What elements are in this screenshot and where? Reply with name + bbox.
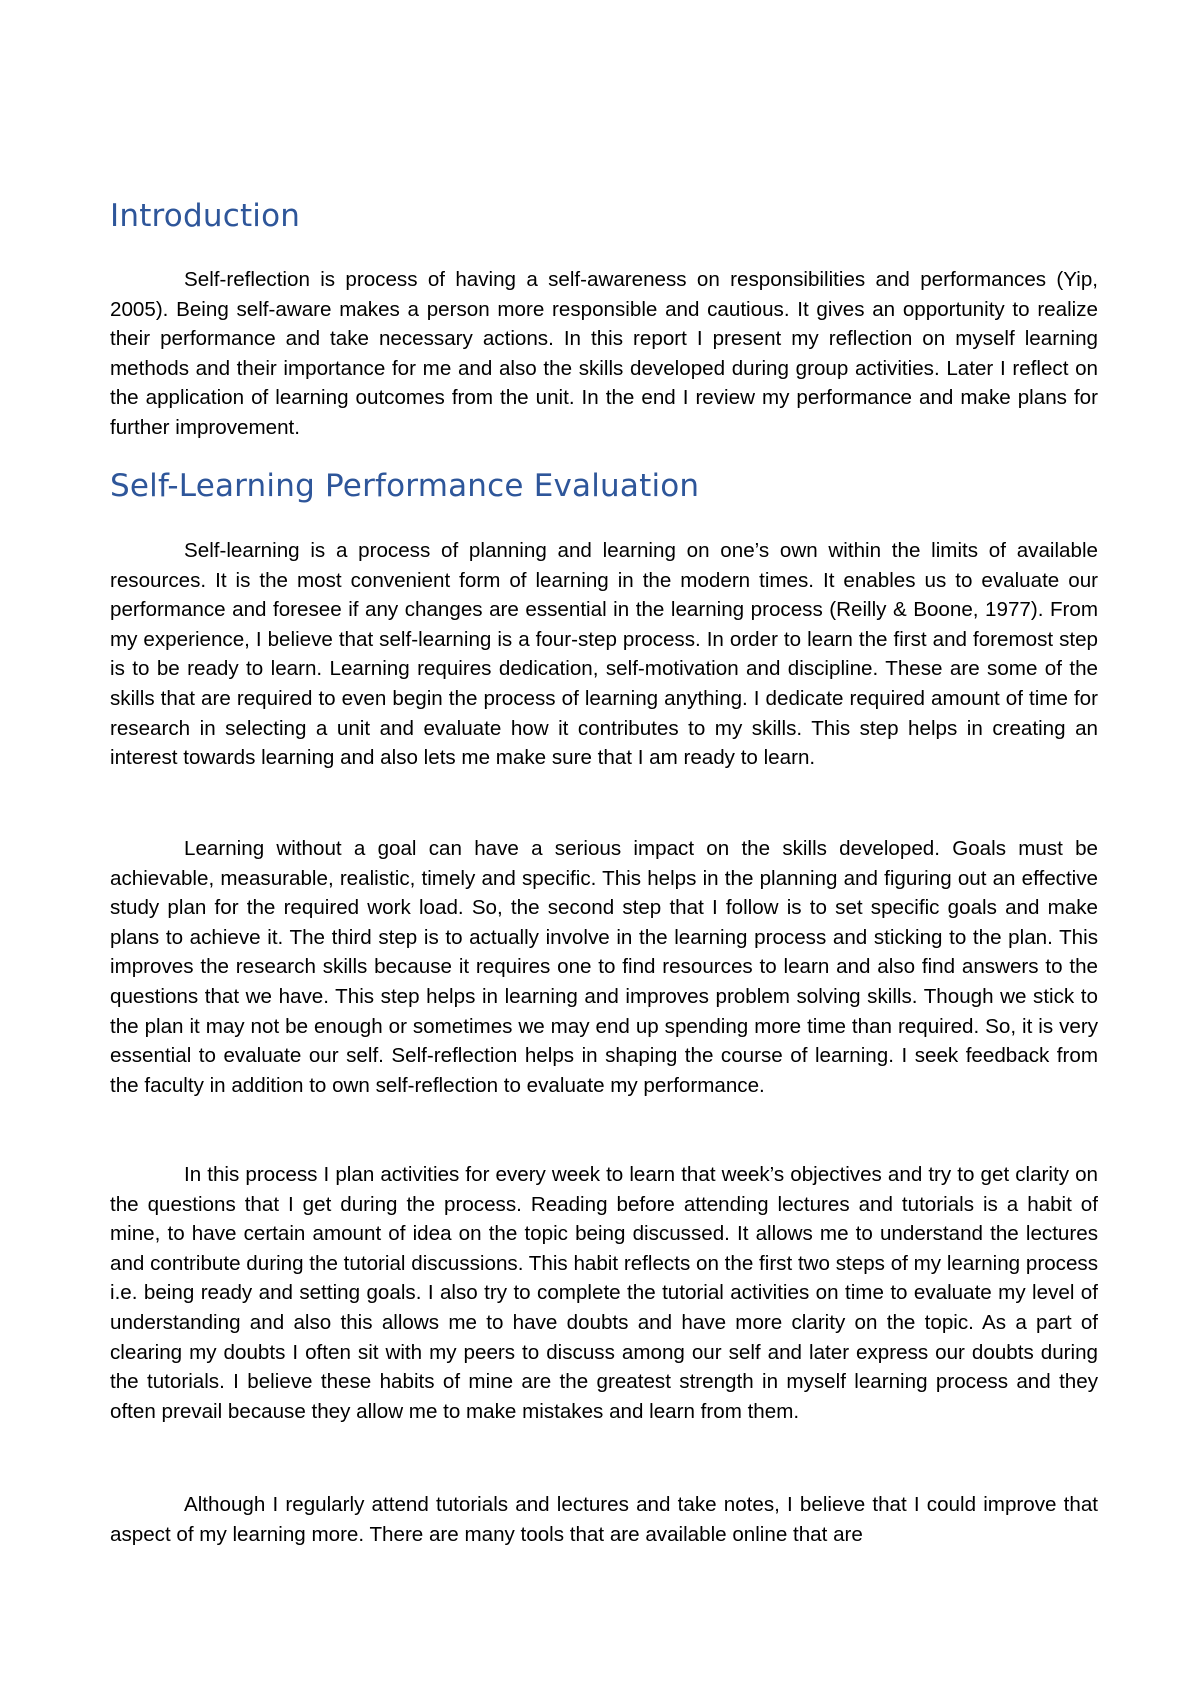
heading-introduction: Introduction xyxy=(110,198,301,234)
paragraph-intro: Self-reflection is process of having a self-awareness on responsibilities and performances (Yip, 2005). Being self-aware makes a person more responsible and cautious. It gives an opportunity to realize their performance and take necessary actions. In this report I present my reflection on myself learning methods and their importance for me and also the skills developed during group activities. Later I reflect on the application of learning outcomes from the unit. In the end I review my performance and make plans for further improvement. xyxy=(110,268,1098,439)
paragraph-self-learning-2: Learning without a goal can have a serious impact on the skills developed. Goals must be achievable, measurable, realistic, timely and specific. This helps in the planning and figuring out an effective study plan for the required work load. So, the second step that I follow is to set specific goals and make plans to achieve it. The third step is to actually involve in the learning process and sticking to the plan. This improves the research skills because it requires one to find resources to learn and also find answers to the questions that we have. This step helps in learning and improves problem solving skills. Though we stick to the plan it may not be enough or sometimes we may end up spending more time than required. So, it is very essential to evaluate our self. Self-reflection helps in shaping the course of learning. I seek feedback from the faculty in addition to own self-reflection to evaluate my performance. xyxy=(110,837,1098,1097)
paragraph-self-learning-1: Self-learning is a process of planning and learning on one’s own within the limits of available resources. It is the most convenient form of learning in the modern times. It enables us to evaluate our performance and foresee if any changes are essential in the learning process (Reilly & Boone, 1977). From my experience, I believe that self-learning is a four-step process. In order to learn the first and foremost step is to be ready to learn. Learning requires dedication, self-motivation and discipline. These are some of the skills that are required to even begin the process of learning anything. I dedicate required amount of time for research in selecting a unit and evaluate how it contributes to my skills. This step helps in creating an interest towards learning and also lets me make sure that I am ready to learn. xyxy=(110,539,1098,770)
paragraph-self-learning-4: Although I regularly attend tutorials and lectures and take notes, I believe that I could improve that aspect of my learning more. There are many tools that are available online that are xyxy=(110,1493,1098,1546)
paragraph-self-learning-3: In this process I plan activities for every week to learn that week’s objectives and try to get clarity on the questions that I get during the process. Reading before attending lectures and tutorials is a habit of mine, to have certain amount of idea on the topic being discussed. It allows me to understand the lectures and contribute during the tutorial discussions. This habit reflects on the first two steps of my learning process i.e. being ready and setting goals. I also try to complete the tutorial activities on time to evaluate my level of understanding and also this allows me to have doubts and have more clarity on the topic. As a part of clearing my doubts I often sit with my peers to discuss among our self and later express our doubts during the tutorials. I believe these habits of mine are the greatest strength in myself learning process and they often prevail because they allow me to make mistakes and learn from them. xyxy=(110,1163,1098,1423)
heading-self-learning: Self-Learning Performance Evaluation xyxy=(110,468,700,504)
